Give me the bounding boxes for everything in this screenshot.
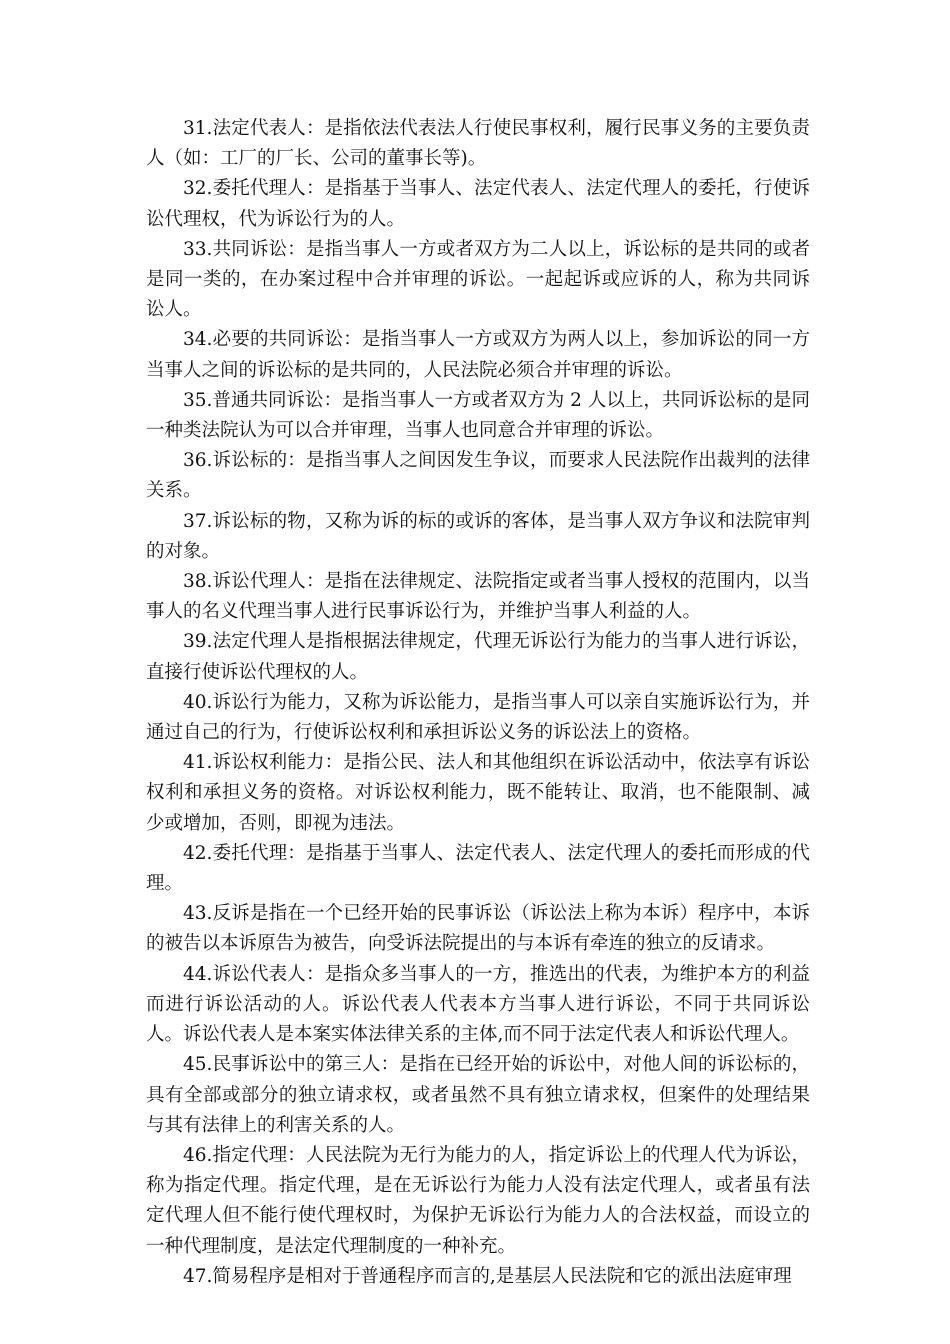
- paragraph-41: 41.诉讼权利能力：是指公民、法人和其他组织在诉讼活动中，依法享有诉讼权利和承担义务的资格。对诉讼权利能力，既不能转让、取消，也不能限制、减少或增加，否则，即视为违法。: [146, 752, 810, 834]
- paragraph-35: 35.普通共同诉讼：是指当事人一方或者双方为 2 人以上，共同诉讼标的是同一种类法院认为可以合并审理，当事人也同意合并审理的诉讼。: [146, 389, 810, 442]
- paragraph-46: 46.指定代理：人民法院为无行为能力的人，指定诉讼上的代理人代为诉讼，称为指定代理。指定代理，是在无诉讼行为能力人没有法定代理人，或者虽有法定代理人但不能行使代理权时，为保护无诉讼行为能力人的合法权益，而设立的一种代理制度，是法定代理制度的一种补充。: [146, 1144, 810, 1257]
- paragraph-47: 47.简易程序是相对于普通程序而言的,是基层人民法院和它的派出法庭审理: [183, 1265, 792, 1287]
- paragraph-38: 38.诉讼代理人：是指在法律规定、法院指定或者当事人授权的范围内，以当事人的名义代理当事人进行民事诉讼行为，并维护当事人利益的人。: [146, 571, 810, 623]
- paragraph-40: 40.诉讼行为能力，又称为诉讼能力，是指当事人可以亲自实施诉讼行为，并通过自己的行为，行使诉讼权利和承担诉讼义务的诉讼法上的资格。: [146, 691, 810, 744]
- paragraph-37: 37.诉讼标的物，又称为诉的标的或诉的客体，是当事人双方争议和法院审判的对象。: [146, 510, 810, 562]
- paragraph-39: 39.法定代理人是指根据法律规定，代理无诉讼行为能力的当事人进行诉讼，直接行使诉讼代理权的人。: [146, 631, 810, 683]
- paragraph-44: 44.诉讼代表人：是指众多当事人的一方，推选出的代表，为维护本方的利益而进行诉讼活动的人。诉讼代表人代表本方当事人进行诉讼，不同于共同诉讼人。诉讼代表人是本案实体法律关系的主体,而不同于法定代表人和诉讼代理人。: [146, 963, 810, 1046]
- paragraph-33: 33.共同诉讼：是指当事人一方或者双方为二人以上，诉讼标的是共同的或者是同一类的，在办案过程中合并审理的诉讼。一起起诉或应诉的人，称为共同诉讼人。: [146, 238, 810, 321]
- paragraph-36: 36.诉讼标的：是指当事人之间因发生争议，而要求人民法院作出裁判的法律关系。: [146, 450, 810, 502]
- paragraph-32: 32.委托代理人：是指基于当事人、法定代表人、法定代理人的委托，行使诉讼代理权，代为诉讼行为的人。: [146, 178, 810, 230]
- paragraph-43: 43.反诉是指在一个已经开始的民事诉讼（诉讼法上称为本诉）程序中，本诉的被告以本诉原告为被告，向受诉法院提出的与本诉有牵连的独立的反请求。: [146, 903, 810, 955]
- paragraph-42: 42.委托代理：是指基于当事人、法定代表人、法定代理人的委托而形成的代理。: [146, 842, 810, 895]
- paragraph-45: 45.民事诉讼中的第三人：是指在已经开始的诉讼中，对他人间的诉讼标的，具有全部或部分的独立请求权，或者虽然不具有独立请求权，但案件的处理结果与其有法律上的利害关系的人。: [146, 1054, 810, 1136]
- paragraph-31: 31.法定代表人：是指依法代表法人行使民事权利，履行民事义务的主要负责人（如：工厂的厂长、公司的董事长等)。: [146, 118, 810, 170]
- paragraph-34: 34.必要的共同诉讼：是指当事人一方或双方为两人以上，参加诉讼的同一方当事人之间的诉讼标的是共同的，人民法院必须合并审理的诉讼。: [146, 329, 810, 381]
- document-body: [146, 114, 810, 1292]
